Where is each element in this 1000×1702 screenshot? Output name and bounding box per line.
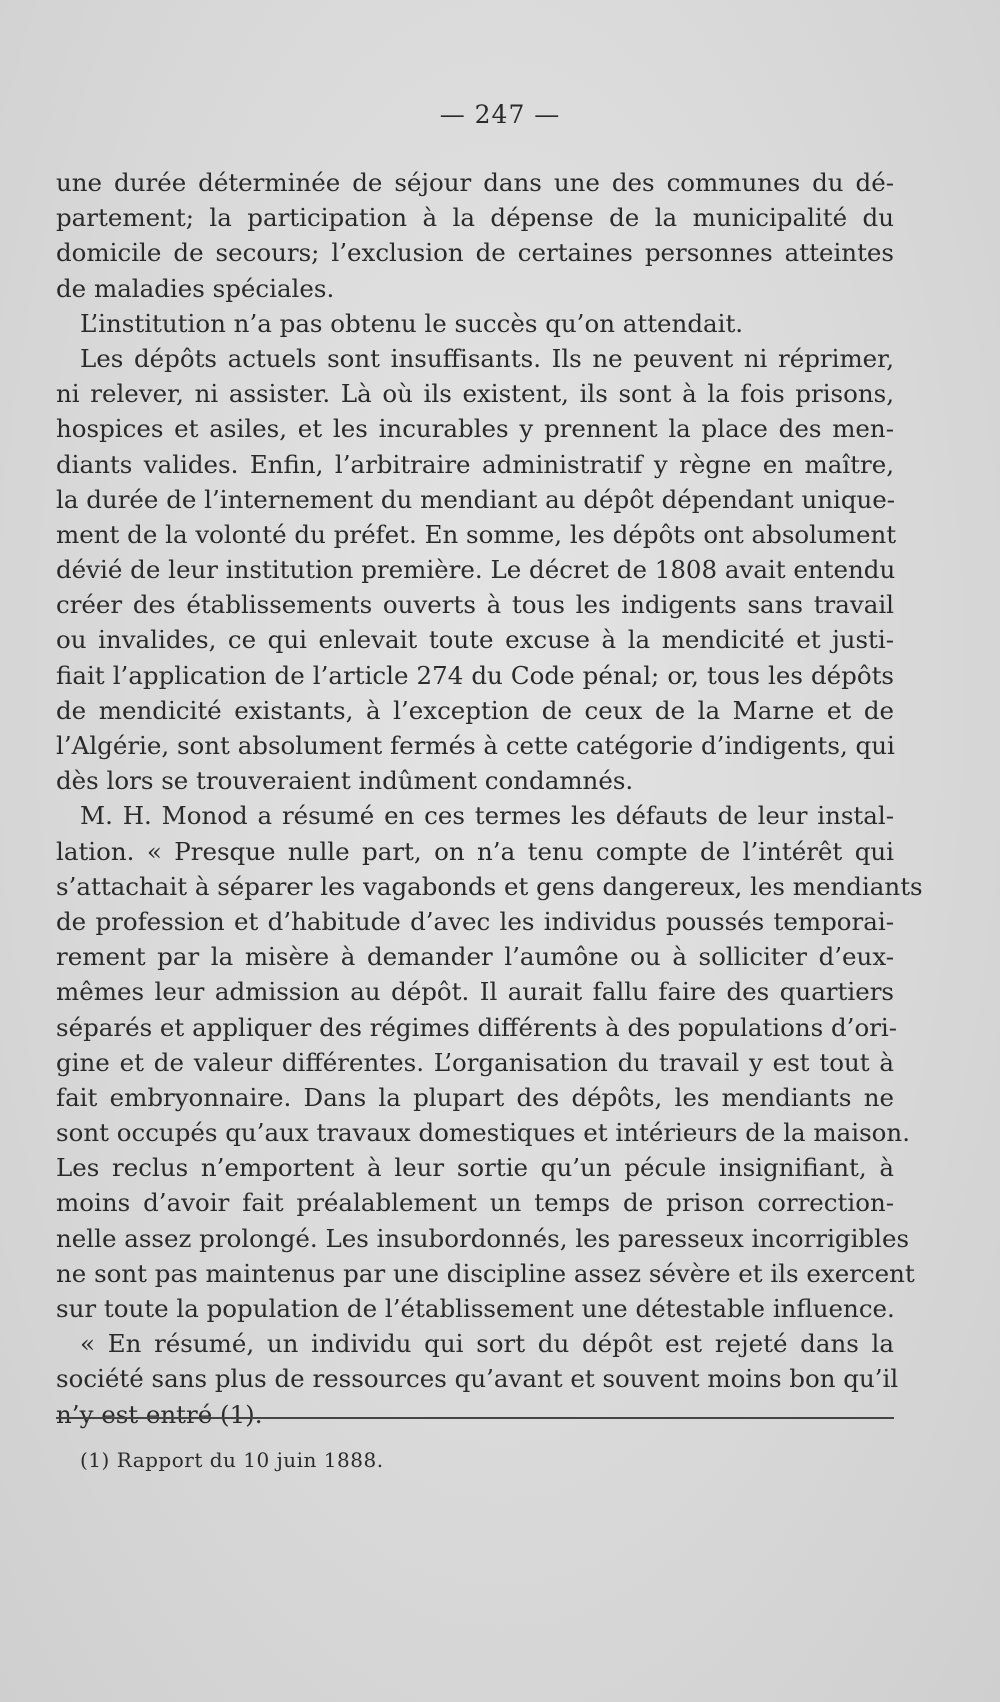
- text-line: dès lors se trouveraient indûment condamnés.: [56, 766, 634, 796]
- text-line: ment de la volonté du préfet. En somme, les dépôts ont absolument: [56, 519, 897, 549]
- text-line: fiait l’application de l’article 274 du Code pénal; or, tous les dépôts: [56, 660, 894, 690]
- text-line: M. H. Monod a résumé en ces termes les défauts de leur instal-: [80, 801, 894, 831]
- text-line: de mendicité existants, à l’exception de ceux de la Marne et de: [56, 695, 894, 725]
- text-line: s’attachait à séparer les vagabonds et gens dangereux, les mendiants: [56, 871, 923, 901]
- text-line: Les dépôts actuels sont insuffisants. Ils ne peuvent ni réprimer,: [80, 343, 894, 373]
- text-line: n’y est entré (1).: [56, 1399, 263, 1429]
- text-line: L’institution n’a pas obtenu le succès qu’on attendait.: [80, 308, 744, 338]
- footnote: (1) Rapport du 10 juin 1888.: [80, 1448, 384, 1472]
- text-line: société sans plus de ressources qu’avant et souvent moins bon qu’il: [56, 1364, 899, 1394]
- text-line: ou invalides, ce qui enlevait toute excuse à la mendicité et justi-: [56, 625, 894, 655]
- footnote-divider: [56, 1417, 894, 1419]
- text-line: gine et de valeur différentes. L’organisation du travail y est tout à: [56, 1047, 894, 1077]
- text-line: nelle assez prolongé. Les insubordonnés, les paresseux incorrigibles: [56, 1223, 910, 1253]
- text-line: moins d’avoir fait préalablement un temps de prison correction-: [56, 1188, 894, 1218]
- text-line: lation. « Presque nulle part, on n’a tenu compte de l’intérêt qui: [56, 836, 894, 866]
- text-line: fait embryonnaire. Dans la plupart des dépôts, les mendiants ne: [56, 1082, 894, 1112]
- text-line: « En résumé, un individu qui sort du dépôt est rejeté dans la: [80, 1329, 894, 1359]
- text-line: ni relever, ni assister. Là où ils existent, ils sont à la fois prisons,: [56, 379, 894, 409]
- text-line: de maladies spéciales.: [56, 273, 335, 303]
- text-line: hospices et asiles, et les incurables y prennent la place des men-: [56, 414, 894, 444]
- text-line: partement; la participation à la dépense de la municipalité du: [56, 203, 894, 233]
- body-text: [56, 165, 923, 1432]
- text-line: séparés et appliquer des régimes différents à des populations d’ori-: [56, 1012, 898, 1042]
- text-line: domicile de secours; l’exclusion de certaines personnes atteintes: [56, 238, 894, 268]
- text-line: la durée de l’internement du mendiant au dépôt dépendant unique-: [56, 484, 896, 514]
- text-line: l’Algérie, sont absolument fermés à cette catégorie d’indigents, qui: [56, 731, 895, 760]
- text-line: sur toute la population de l’établissement une détestable influence.: [56, 1294, 895, 1323]
- text-line: dévié de leur institution première. Le décret de 1808 avait entendu: [56, 555, 896, 585]
- text-line: mêmes leur admission au dépôt. Il aurait fallu faire des quartiers: [56, 977, 894, 1007]
- text-line: de profession et d’habitude d’avec les individus poussés temporai-: [56, 906, 894, 936]
- page-number: — 247 —: [439, 100, 561, 129]
- text-line: sont occupés qu’aux travaux domestiques et intérieurs de la maison.: [56, 1118, 910, 1148]
- text-line: rement par la misère à demander l’aumône ou à solliciter d’eux-: [56, 942, 894, 972]
- text-line: une durée déterminée de séjour dans une des communes du dé-: [56, 168, 894, 197]
- text-line: créer des établissements ouverts à tous les indigents sans travail: [56, 590, 894, 620]
- text-line: diants valides. Enfin, l’arbitraire administratif y règne en maître,: [56, 449, 894, 479]
- text-line: Les reclus n’emportent à leur sortie qu’un pécule insignifiant, à: [56, 1153, 894, 1183]
- text-line: ne sont pas maintenus par une discipline assez sévère et ils exercent: [56, 1258, 915, 1288]
